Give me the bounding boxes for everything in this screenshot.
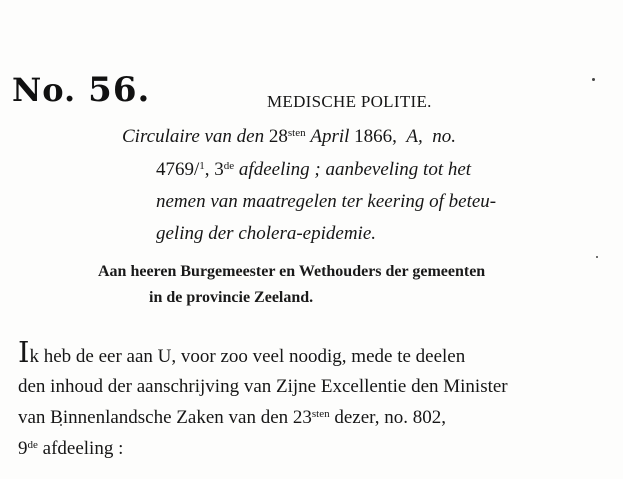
section-title: MEDISCHE POLITIE. [267,92,432,111]
circular-number-suffix: 1 [199,160,205,172]
print-speck [592,78,595,81]
circular-line-2 [156,159,471,181]
circular-text: Circulaire van den [122,126,265,147]
body-date-number: 23 [292,407,312,428]
circular-dept-suffix: de [223,160,235,172]
document-number [12,70,150,110]
print-speck [596,256,598,258]
comma: , [392,126,397,147]
circular-no-label: no. [432,126,457,147]
body-text: van Binnenlandsche Zaken van den [18,407,289,428]
body-line-3 [18,407,446,429]
body-dept-suffix: de [27,439,38,451]
body-date-suffix: sten [311,408,330,420]
circular-letter: A, [406,126,423,147]
circular-number: 4769/ [156,159,200,180]
circular-line-3 [156,191,496,213]
circular-line-4 [156,223,376,245]
body-text: dezer, no. 802, [334,407,446,428]
body-line-4 [18,438,123,460]
number-label: No. [12,71,77,109]
address-line-2: in de provincie Zeeland. [149,289,314,306]
circular-day-suffix: sten [287,127,306,139]
body-line-2: den inhoud der aanschrijving van Zijne Excellentie den Minister [18,376,508,397]
drop-cap: I [18,335,30,369]
body-text: afdeeling : [42,438,124,459]
circular-text: geling der cholera-epidemie. [156,223,377,244]
circular-text: nemen van maatregelen ter keering of beteu- [156,191,497,212]
circular-year: 1866 [354,126,393,147]
circular-day: 28 [268,126,288,147]
body-dept-number: 9 [18,438,28,459]
address-line-1: Aan heeren Burgemeester en Wethouders der gemeenten [98,263,486,280]
comma: , [204,159,210,180]
number-value: 56. [88,70,151,110]
body-text: k heb de eer aan U, voor zoo veel noodig, mede te deelen [29,346,466,367]
body-line-1 [18,335,466,369]
circular-text: afdeeling ; aanbeveling tot het [238,159,472,180]
circular-month: April [310,126,350,147]
circular-dept-number: 3 [214,159,224,180]
circular-line-1 [122,126,456,148]
